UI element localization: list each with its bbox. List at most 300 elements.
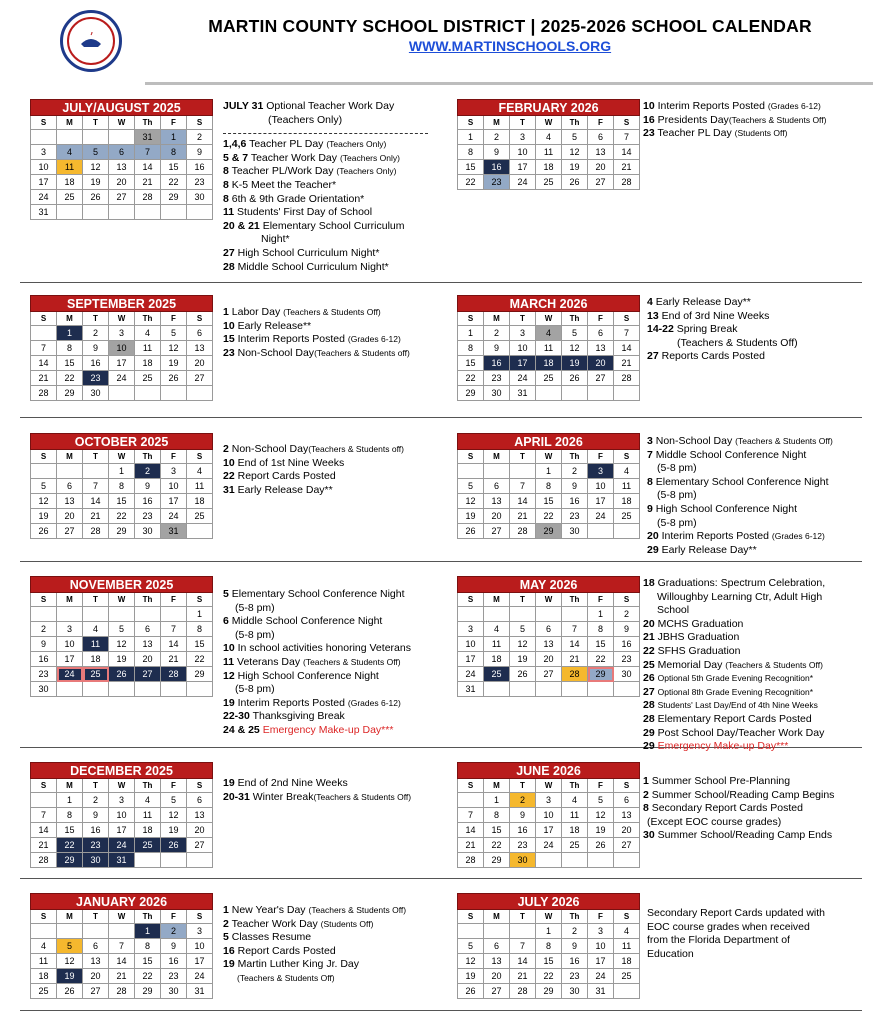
calendar-day: 30	[83, 853, 109, 868]
calendar-day: 14	[510, 494, 536, 509]
event-text: Middle School Curriculum Night*	[234, 260, 389, 273]
event-date: 21	[643, 631, 655, 644]
calendar-day: 28	[109, 984, 135, 999]
event-note: Students' Last Day/End of 4th Nine Weeks	[657, 700, 818, 711]
weekday-header: W	[109, 116, 135, 130]
event-text: Secondary Report Cards updated with	[647, 907, 826, 919]
event-line	[223, 777, 411, 791]
calendar-day: 12	[510, 637, 536, 652]
calendar-day: 22	[57, 371, 83, 386]
event-text: Reports Cards Posted	[658, 350, 765, 363]
calendar-day: 27	[536, 667, 562, 682]
weekday-header: Th	[562, 910, 588, 924]
calendar-day: 1	[484, 793, 510, 808]
weekday-header: Th	[562, 779, 588, 793]
calendar-day: 1	[536, 924, 562, 939]
calendar-day: 26	[588, 838, 614, 853]
event-date: 27	[223, 246, 235, 259]
events-may	[643, 577, 825, 754]
calendar-day: 3	[588, 924, 614, 939]
calendar-empty-cell	[109, 607, 135, 622]
calendar-day: 14	[614, 145, 640, 160]
weekday-header: M	[484, 312, 510, 326]
weekday-header: Th	[135, 593, 161, 607]
events-jan	[223, 904, 406, 986]
calendar-day: 4	[614, 464, 640, 479]
event-line	[223, 261, 428, 275]
row-divider	[20, 1010, 862, 1011]
event-line	[647, 544, 833, 558]
event-note: (Teachers & Students Off)	[725, 659, 823, 670]
weekday-header: F	[161, 779, 187, 793]
calendar-day: 25	[83, 667, 109, 682]
weekday-header: M	[484, 116, 510, 130]
calendar-day: 28	[614, 371, 640, 386]
event-line	[647, 337, 798, 351]
calendar-day: 8	[161, 145, 187, 160]
event-date: 18	[643, 577, 655, 589]
calendar-day: 13	[614, 808, 640, 823]
calendar-day: 8	[588, 622, 614, 637]
weekday-header: F	[161, 910, 187, 924]
event-note: (Teachers & Students Off)	[302, 656, 401, 667]
calendar-empty-cell	[135, 386, 161, 401]
event-text: Labor Day	[228, 306, 284, 318]
event-text: Interim Reports Posted	[658, 530, 772, 543]
calendar-day: 3	[109, 793, 135, 808]
event-date: 19	[223, 777, 235, 789]
calendar-empty-cell	[135, 682, 161, 697]
calendar-day: 1	[57, 326, 83, 341]
calendar-day: 27	[187, 838, 213, 853]
calendar-day: 22	[484, 838, 510, 853]
event-line	[223, 179, 428, 193]
event-text: Early Release Day**	[234, 483, 333, 496]
row-divider	[20, 282, 862, 283]
calendar-empty-cell	[484, 682, 510, 697]
event-text: Non-School Day	[234, 346, 315, 359]
calendar-day: 15	[135, 954, 161, 969]
event-date: 20	[647, 530, 659, 543]
event-date: 8	[647, 475, 653, 488]
event-text: Elementary School Conference Night	[228, 588, 405, 600]
calendar-day: 9	[31, 637, 57, 652]
event-note: (Teachers & Students Off)	[283, 307, 381, 317]
calendar-day: 11	[614, 939, 640, 954]
event-text: Thanksgiving Break	[249, 710, 345, 723]
calendar-day: 4	[614, 924, 640, 939]
calendar-day: 19	[510, 652, 536, 667]
event-line	[223, 347, 410, 361]
calendar-day: 28	[161, 667, 187, 682]
event-line	[223, 958, 406, 972]
event-line	[223, 670, 411, 684]
calendar-day: 13	[109, 160, 135, 175]
calendar-day: 27	[588, 175, 614, 190]
event-date: 28	[643, 712, 655, 725]
calendar-day: 19	[588, 823, 614, 838]
calendar-day: 2	[187, 130, 213, 145]
calendar-empty-cell	[614, 682, 640, 697]
event-line	[647, 350, 798, 364]
event-date: 28	[643, 699, 655, 712]
event-line	[643, 100, 826, 114]
calendar-day: 14	[31, 356, 57, 371]
calendar-day: 28	[31, 386, 57, 401]
calendar-day: 30	[510, 853, 536, 868]
calendar-day: 27	[484, 984, 510, 999]
weekday-header: T	[83, 779, 109, 793]
calendar-day: 20	[588, 356, 614, 371]
event-line	[223, 642, 411, 656]
calendar-day: 5	[588, 793, 614, 808]
weekday-header: M	[57, 593, 83, 607]
weekday-header: S	[187, 779, 213, 793]
event-line	[223, 165, 428, 179]
calendar-day: 18	[484, 652, 510, 667]
weekday-header: Th	[562, 450, 588, 464]
month-title: JANUARY 2026	[31, 894, 213, 910]
calendar-empty-cell	[83, 205, 109, 220]
events-feb	[643, 100, 826, 141]
event-note: Optional 5th Grade Evening Recognition*	[657, 673, 814, 684]
event-line	[223, 931, 406, 945]
event-text: Interim Reports Posted	[234, 696, 348, 709]
calendar-empty-cell	[536, 607, 562, 622]
calendar-day: 7	[135, 145, 161, 160]
calendar-day: 2	[510, 793, 536, 808]
event-text: Summer School/Reading Camp Ends	[654, 829, 833, 842]
event-line	[643, 577, 825, 591]
calendar-empty-cell	[109, 386, 135, 401]
calendar-day: 5	[83, 145, 109, 160]
event-date: 10	[223, 319, 235, 332]
event-text: 6th & 9th Grade Orientation*	[228, 192, 365, 205]
calendar-day: 15	[484, 823, 510, 838]
calendar-day: 26	[161, 838, 187, 853]
weekday-header: M	[484, 779, 510, 793]
event-line	[647, 530, 833, 544]
calendar-day: 1	[57, 793, 83, 808]
event-note: (Students Off)	[320, 918, 374, 929]
calendar-day: 1	[161, 130, 187, 145]
calendar-day: 31	[458, 682, 484, 697]
calendar-day: 12	[458, 954, 484, 969]
district-website-link[interactable]: WWW.MARTINSCHOOLS.ORG	[408, 38, 612, 54]
calendar-day: 11	[536, 145, 562, 160]
calendar-day: 9	[187, 145, 213, 160]
calendar-day: 26	[57, 984, 83, 999]
calendar-day: 22	[109, 509, 135, 524]
event-text: Non-School Day	[652, 435, 736, 447]
calendar-day: 31	[588, 984, 614, 999]
event-text: Emergency Make-up Day***	[654, 740, 789, 753]
event-date: 19	[223, 958, 235, 971]
calendar-day: 25	[536, 175, 562, 190]
calendar-day: 18	[135, 356, 161, 371]
calendar-day: 30	[31, 682, 57, 697]
calendar-day: 17	[588, 954, 614, 969]
calendar-day: 3	[510, 326, 536, 341]
calendar-day: 26	[109, 667, 135, 682]
calendar-day: 12	[458, 494, 484, 509]
event-line	[223, 206, 428, 220]
event-text: (5-8 pm)	[235, 628, 275, 641]
calendar-empty-cell	[588, 853, 614, 868]
calendar-day: 22	[588, 652, 614, 667]
calendar-day: 9	[484, 341, 510, 356]
calendar-day: 17	[510, 356, 536, 371]
calendar-day: 8	[57, 808, 83, 823]
calendar-empty-cell	[109, 130, 135, 145]
calendar-day: 24	[510, 175, 536, 190]
event-date: JULY 31	[223, 100, 264, 112]
header-rule	[145, 82, 873, 85]
calendar-day: 12	[31, 494, 57, 509]
calendar-day: 14	[161, 637, 187, 652]
calendar-empty-cell	[588, 386, 614, 401]
month-title: SEPTEMBER 2025	[31, 296, 213, 312]
event-date: 11	[223, 655, 235, 668]
calendar-empty-cell	[562, 607, 588, 622]
calendar-day: 4	[536, 130, 562, 145]
calendar-empty-cell	[161, 853, 187, 868]
calendar-day: 9	[562, 479, 588, 494]
calendar-day: 24	[109, 371, 135, 386]
event-date: 16	[643, 113, 655, 126]
calendar-empty-cell	[484, 607, 510, 622]
calendar-day: 8	[109, 479, 135, 494]
calendar-empty-cell	[31, 924, 57, 939]
event-line	[647, 449, 833, 463]
event-line	[643, 618, 825, 632]
weekday-header: Th	[135, 910, 161, 924]
event-line	[643, 789, 834, 803]
weekday-header: T	[83, 312, 109, 326]
weekday-header: F	[588, 910, 614, 924]
calendar-day: 20	[57, 509, 83, 524]
calendar-day: 12	[109, 637, 135, 652]
event-note: (Teachers & Students Off)	[308, 905, 407, 915]
weekday-header: S	[614, 910, 640, 924]
row-divider	[20, 417, 862, 418]
events-oct	[223, 443, 404, 497]
calendar-day: 19	[562, 356, 588, 371]
calendar-day: 31	[187, 984, 213, 999]
month-title: MARCH 2026	[458, 296, 640, 312]
event-line	[647, 310, 798, 324]
calendar-day: 27	[57, 524, 83, 539]
calendar-empty-cell	[187, 386, 213, 401]
calendar-empty-cell	[135, 853, 161, 868]
calendar-empty-cell	[510, 607, 536, 622]
calendar-day: 28	[614, 175, 640, 190]
calendar-day: 2	[562, 464, 588, 479]
calendar-day: 5	[458, 939, 484, 954]
event-text: Martin Luther King Jr. Day	[234, 958, 359, 971]
weekday-header: S	[614, 312, 640, 326]
event-line	[223, 904, 406, 918]
calendar-day: 8	[57, 341, 83, 356]
calendar-day: 22	[536, 969, 562, 984]
event-date: 19	[223, 696, 235, 709]
weekday-header: F	[161, 312, 187, 326]
weekday-header: T	[83, 910, 109, 924]
event-line	[643, 604, 825, 618]
calendar-day: 25	[562, 838, 588, 853]
weekday-header: W	[109, 450, 135, 464]
event-line	[647, 462, 833, 476]
calendar-day: 4	[484, 622, 510, 637]
event-line	[223, 247, 428, 261]
event-date: 4	[647, 296, 653, 308]
calendar-day: 16	[562, 954, 588, 969]
events-jul	[647, 907, 825, 961]
event-text: Veterans Day	[234, 655, 303, 668]
calendar-day: 10	[161, 479, 187, 494]
calendar-day: 18	[57, 175, 83, 190]
calendar-day: 17	[161, 494, 187, 509]
calendar-empty-cell	[161, 607, 187, 622]
weekday-header: F	[588, 593, 614, 607]
calendar-empty-cell	[57, 924, 83, 939]
calendar-day: 14	[83, 494, 109, 509]
calendar-day: 13	[588, 145, 614, 160]
calendar-day: 5	[458, 479, 484, 494]
calendar-day: 13	[135, 637, 161, 652]
weekday-header: S	[458, 593, 484, 607]
calendar-day: 25	[31, 984, 57, 999]
event-line	[643, 775, 834, 789]
calendar-day: 24	[109, 838, 135, 853]
event-line	[647, 921, 825, 935]
calendar-day: 28	[562, 667, 588, 682]
calendar-empty-cell	[135, 205, 161, 220]
event-line	[647, 323, 798, 337]
event-text: End of 1st Nine Weeks	[234, 456, 345, 469]
calendar-day: 25	[57, 190, 83, 205]
calendar-day: 1	[187, 607, 213, 622]
calendar-day: 24	[31, 190, 57, 205]
event-line	[223, 615, 411, 629]
events-mar	[647, 296, 798, 364]
calendar-day: 5	[109, 622, 135, 637]
calendar-day: 10	[510, 341, 536, 356]
calendar-may	[457, 576, 640, 697]
calendar-day: 7	[458, 808, 484, 823]
calendar-day: 11	[484, 637, 510, 652]
calendar-empty-cell	[458, 607, 484, 622]
calendar-day: 6	[109, 145, 135, 160]
calendar-day: 3	[536, 793, 562, 808]
calendar-empty-cell	[57, 205, 83, 220]
calendar-day: 16	[562, 494, 588, 509]
calendar-empty-cell	[187, 205, 213, 220]
event-text: Night*	[261, 233, 290, 246]
calendar-empty-cell	[83, 924, 109, 939]
calendar-day: 18	[31, 969, 57, 984]
calendar-day: 1	[588, 607, 614, 622]
calendar-day: 29	[57, 853, 83, 868]
calendar-empty-cell	[83, 130, 109, 145]
calendar-day: 8	[458, 341, 484, 356]
calendar-empty-cell	[109, 924, 135, 939]
event-note: (Grades 6-12)	[347, 334, 401, 345]
event-text: Winter Break	[249, 790, 314, 803]
calendar-day: 17	[458, 652, 484, 667]
calendar-day: 17	[187, 954, 213, 969]
event-date: 20 & 21	[223, 219, 260, 232]
event-line	[647, 948, 825, 962]
calendar-day: 6	[187, 326, 213, 341]
calendar-day: 21	[458, 838, 484, 853]
calendar-mar	[457, 295, 640, 401]
weekday-header: M	[484, 910, 510, 924]
calendar-day: 9	[484, 145, 510, 160]
calendar-day: 10	[31, 160, 57, 175]
event-date: 30	[643, 829, 655, 842]
calendar-day: 20	[484, 509, 510, 524]
calendar-day: 31	[31, 205, 57, 220]
calendar-day: 31	[510, 386, 536, 401]
weekday-header: T	[510, 450, 536, 464]
event-text: Teacher Work Day	[248, 151, 340, 164]
calendar-empty-cell	[187, 682, 213, 697]
calendar-day: 24	[458, 667, 484, 682]
event-date: 29	[643, 726, 655, 739]
event-line	[223, 945, 406, 959]
weekday-header: M	[57, 450, 83, 464]
weekday-header: W	[536, 593, 562, 607]
calendar-day: 16	[484, 356, 510, 371]
weekday-header: W	[109, 910, 135, 924]
event-line	[643, 740, 825, 754]
calendar-empty-cell	[458, 793, 484, 808]
calendar-day: 7	[31, 341, 57, 356]
calendar-day: 2	[161, 924, 187, 939]
calendar-day: 21	[562, 652, 588, 667]
event-date: 5	[223, 588, 229, 600]
calendar-day: 10	[458, 637, 484, 652]
weekday-header: T	[83, 116, 109, 130]
weekday-header: T	[510, 312, 536, 326]
weekday-header: S	[458, 312, 484, 326]
calendar-day: 5	[161, 326, 187, 341]
weekday-header: S	[614, 779, 640, 793]
event-note: (Teachers Only)	[339, 152, 400, 163]
calendar-day: 28	[458, 853, 484, 868]
calendar-day: 23	[562, 509, 588, 524]
calendar-day: 6	[484, 939, 510, 954]
event-text: Elementary School Conference Night	[652, 475, 829, 488]
event-line	[223, 683, 411, 697]
event-date: 8	[223, 165, 229, 178]
event-text: (5-8 pm)	[657, 516, 697, 529]
calendar-day: 4	[187, 464, 213, 479]
event-date: 2	[643, 788, 649, 801]
calendar-empty-cell	[31, 326, 57, 341]
calendar-day: 23	[83, 371, 109, 386]
event-text: High School Curriculum Night*	[234, 246, 380, 259]
calendar-feb	[457, 99, 640, 190]
event-line	[223, 656, 411, 670]
event-date: 20-31	[223, 790, 250, 803]
events-nov	[223, 588, 411, 738]
event-note: (Teachers & Students off)	[308, 444, 404, 454]
event-text: from the Florida Department of	[647, 934, 790, 947]
event-date: 6	[223, 615, 229, 628]
calendar-day: 16	[510, 823, 536, 838]
